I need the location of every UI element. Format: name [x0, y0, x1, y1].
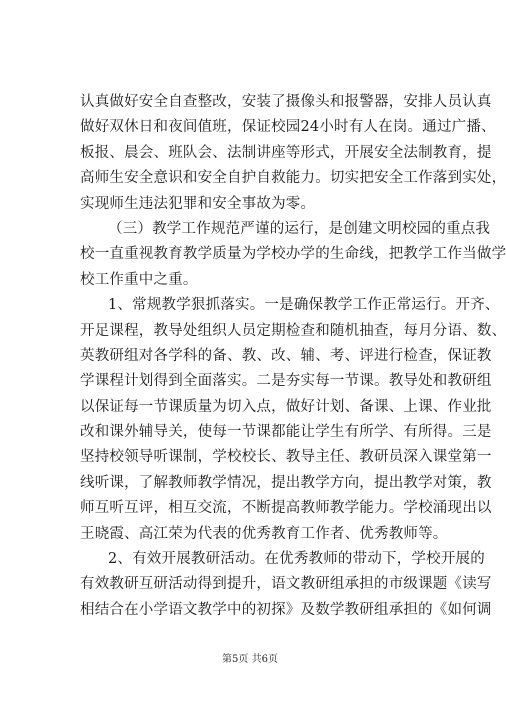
text-line: 坚持校领导听课制，学校校长、教导主任、教研员深入课堂第一: [80, 449, 492, 466]
text-line: 板报、晨会、班队会、法制讲座等形式，开展安全法制教育，提: [80, 144, 492, 161]
paragraph-start-line: 1、常规教学狠抓落实。一是确保教学工作正常运行。开齐、: [108, 297, 500, 314]
text-line: 校一直重视教育教学质量为学校办学的生命线，把教学工作当做学: [80, 246, 506, 263]
text-line: 线听课，了解教师教学情况，提出教学方向，提出教学对策，教: [80, 474, 492, 491]
text-line: 实现师生违法犯罪和安全事故为零。: [80, 195, 316, 212]
text-line: 校工作重中之重。: [80, 271, 198, 288]
text-line: 英教研组对各学科的备、教、改、辅、考、评进行检查，保证教: [80, 347, 492, 364]
text-line: 以保证每一节课质量为切入点，做好计划、备课、上课、作业批: [80, 398, 492, 415]
page-number-footer: 第5页 共6页: [222, 654, 278, 665]
text-line: 有效教研互研活动得到提升，语文教研组承担的市级课题《读写: [80, 576, 492, 593]
text-line: 改和课外辅导关，使每一节课都能让学生有所学、有所得。三是: [80, 424, 492, 441]
text-line: 相结合在小学语文教学中的初探》及数学教研组承担的《如何调: [80, 601, 492, 618]
text-line: 开足课程，教导处组织人员定期检查和随机抽查，每月分语、数、: [80, 322, 506, 339]
paragraph-start-line: 2、有效开展教研活动。在优秀教师的带动下，学校开展的: [108, 551, 485, 568]
text-line: 认真做好安全自查整改，安装了摄像头和报警器，安排人员认真: [80, 94, 492, 110]
text-line: 高师生安全意识和安全自护自救能力。切实把安全工作落到实处，: [80, 170, 506, 187]
paragraph-start-line: （三）教学工作规范严谨的运行，是创建文明校园的重点我: [108, 220, 491, 237]
text-line: 做好双休日和夜间值班，保证校园24小时有人在岗。通过广播、: [80, 119, 496, 136]
text-line: 学课程计划得到全面落实。二是夯实每一节课。教导处和教研组: [80, 373, 492, 390]
text-line: 王晓霞、高江荣为代表的优秀教育工作者、优秀教师等。: [80, 525, 448, 542]
body-text: [80, 90, 506, 623]
text-line: 师互听互评，相互交流，不断提高教师教学能力。学校涌现出以: [80, 500, 492, 517]
